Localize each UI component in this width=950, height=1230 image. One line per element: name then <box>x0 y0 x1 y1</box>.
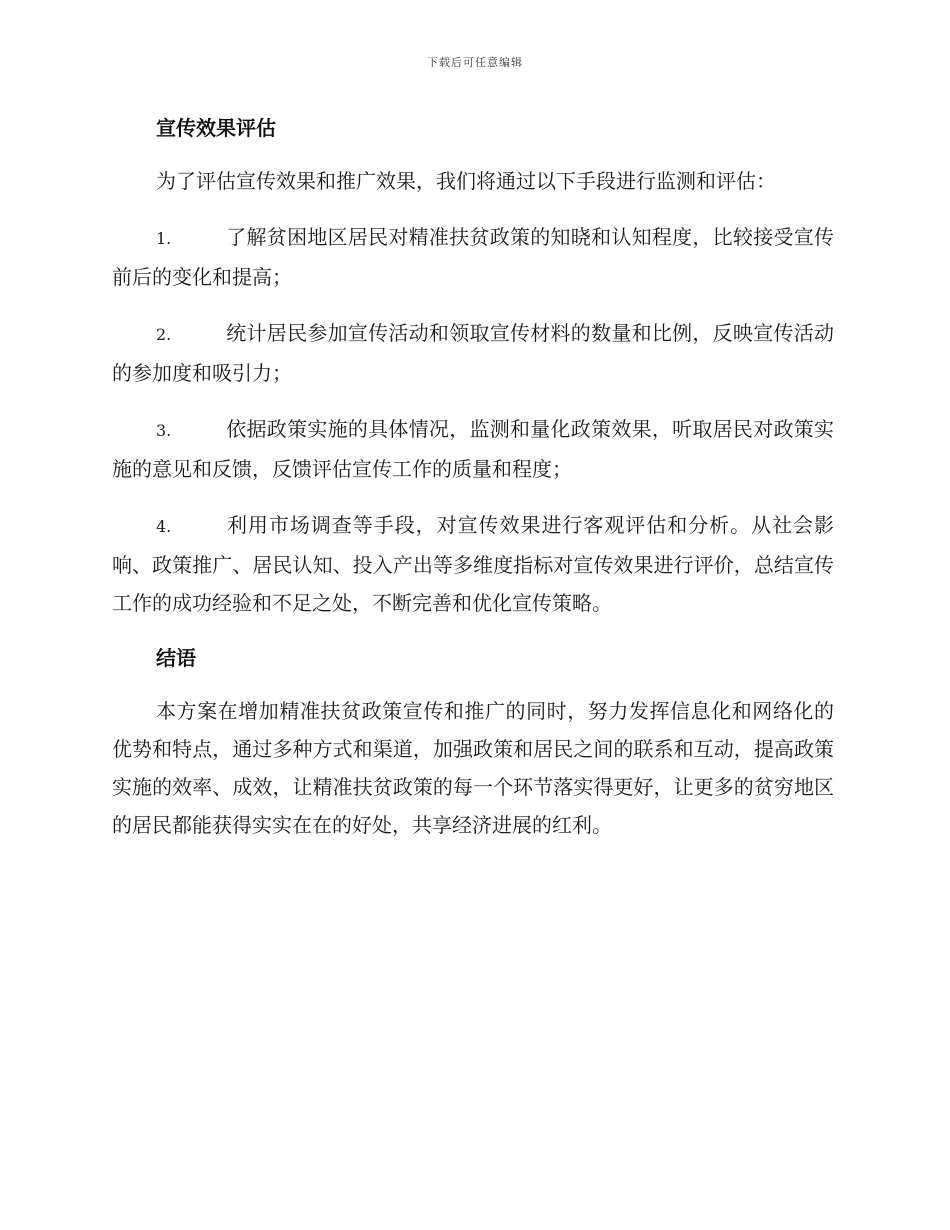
list-item-text: 依据政策实施的具体情况，监测和量化政策效果，听取居民对政策实施的意见和反馈，反馈评估宣传工作的质量和程度； <box>112 417 834 481</box>
list-item-number: 2. <box>156 325 172 344</box>
section-heading-evaluation: 宣传效果评估 <box>156 116 276 140</box>
list-item-text: 利用市场调查等手段，对宣传效果进行客观评估和分析。从社会影响、政策推广、居民认知、投入产出等多维度指标对宣传效果进行评价，总结宣传工作的成功经验和不足之处，不断完善和优化宣传策略。 <box>112 513 834 615</box>
list-item <box>112 506 834 622</box>
list-item <box>112 314 834 392</box>
document-body <box>112 112 834 844</box>
list-item-number: 4. <box>156 517 172 536</box>
list-item-text: 统计居民参加宣传活动和领取宣传材料的数量和比例，反映宣传活动的参加度和吸引力； <box>112 321 834 385</box>
list-item-number: 1. <box>156 229 172 248</box>
list-item <box>112 410 834 488</box>
list-item-text: 了解贫困地区居民对精准扶贫政策的知晓和认知程度，比较接受宣传前后的变化和提高； <box>112 225 834 289</box>
evaluation-intro: 为了评估宣传效果和推广效果，我们将通过以下手段进行监测和评估： <box>156 169 776 193</box>
list-item-number: 3. <box>156 421 172 440</box>
list-item <box>112 218 834 296</box>
page-header-note: 下载后可任意编辑 <box>427 56 523 69</box>
section-heading-conclusion: 结语 <box>156 646 196 670</box>
conclusion-body: 本方案在增加精准扶贫政策宣传和推广的同时，努力发挥信息化和网络化的优势和特点，通过多种方式和渠道，加强政策和居民之间的联系和互动，提高政策实施的效率、成效，让精准扶贫政策的每一个环节落实得更好，让更多的贫穷地区的居民都能获得实实在在的好处，共享经济进展的红利。 <box>112 699 834 837</box>
